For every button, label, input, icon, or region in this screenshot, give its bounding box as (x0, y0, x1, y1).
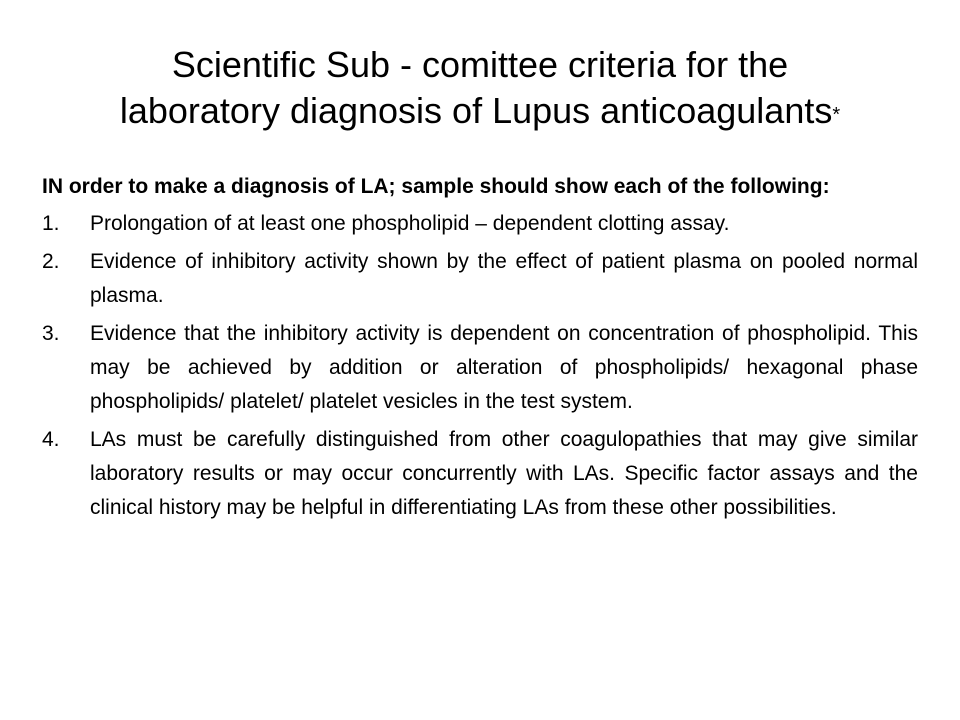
criterion-3 (42, 317, 918, 419)
criterion-number: 3. (42, 322, 60, 345)
title-line-2-text: laboratory diagnosis of Lupus anticoagulants (119, 90, 833, 131)
intro-statement: IN order to make a diagnosis of LA; sample should show each of the following: (42, 175, 830, 198)
criterion-4 (42, 423, 918, 525)
criterion-number: 4. (42, 428, 60, 451)
criteria-list (42, 207, 918, 525)
criterion-number: 2. (42, 250, 60, 273)
slide-body (42, 170, 918, 529)
title-line-1: Scientific Sub - comittee criteria for the (171, 44, 789, 85)
title-footnote-marker: * (832, 104, 841, 126)
slide-title (60, 42, 900, 140)
criterion-text: Prolongation of at least one phospholipid – dependent clotting assay. (90, 212, 730, 235)
criterion-2 (42, 245, 918, 313)
criterion-text: Evidence that the inhibitory activity is dependent on concentration of phospholipid. This may be achieved by addition or alteration of phospholipids/ hexagonal phase phospholipids/ platelet/ platelet vesicles in the test system. (90, 322, 918, 413)
criterion-text: Evidence of inhibitory activity shown by the effect of patient plasma on pooled normal plasma. (90, 250, 918, 307)
title-line-2 (60, 88, 900, 140)
criterion-text: LAs must be carefully distinguished from other coagulopathies that may give similar laboratory results or may occur concurrently with LAs. Specific factor assays and the clinical history may be helpful in differentiating LAs from these other possibilities. (90, 428, 918, 519)
criterion-number: 1. (42, 212, 60, 235)
criterion-1 (42, 207, 918, 241)
